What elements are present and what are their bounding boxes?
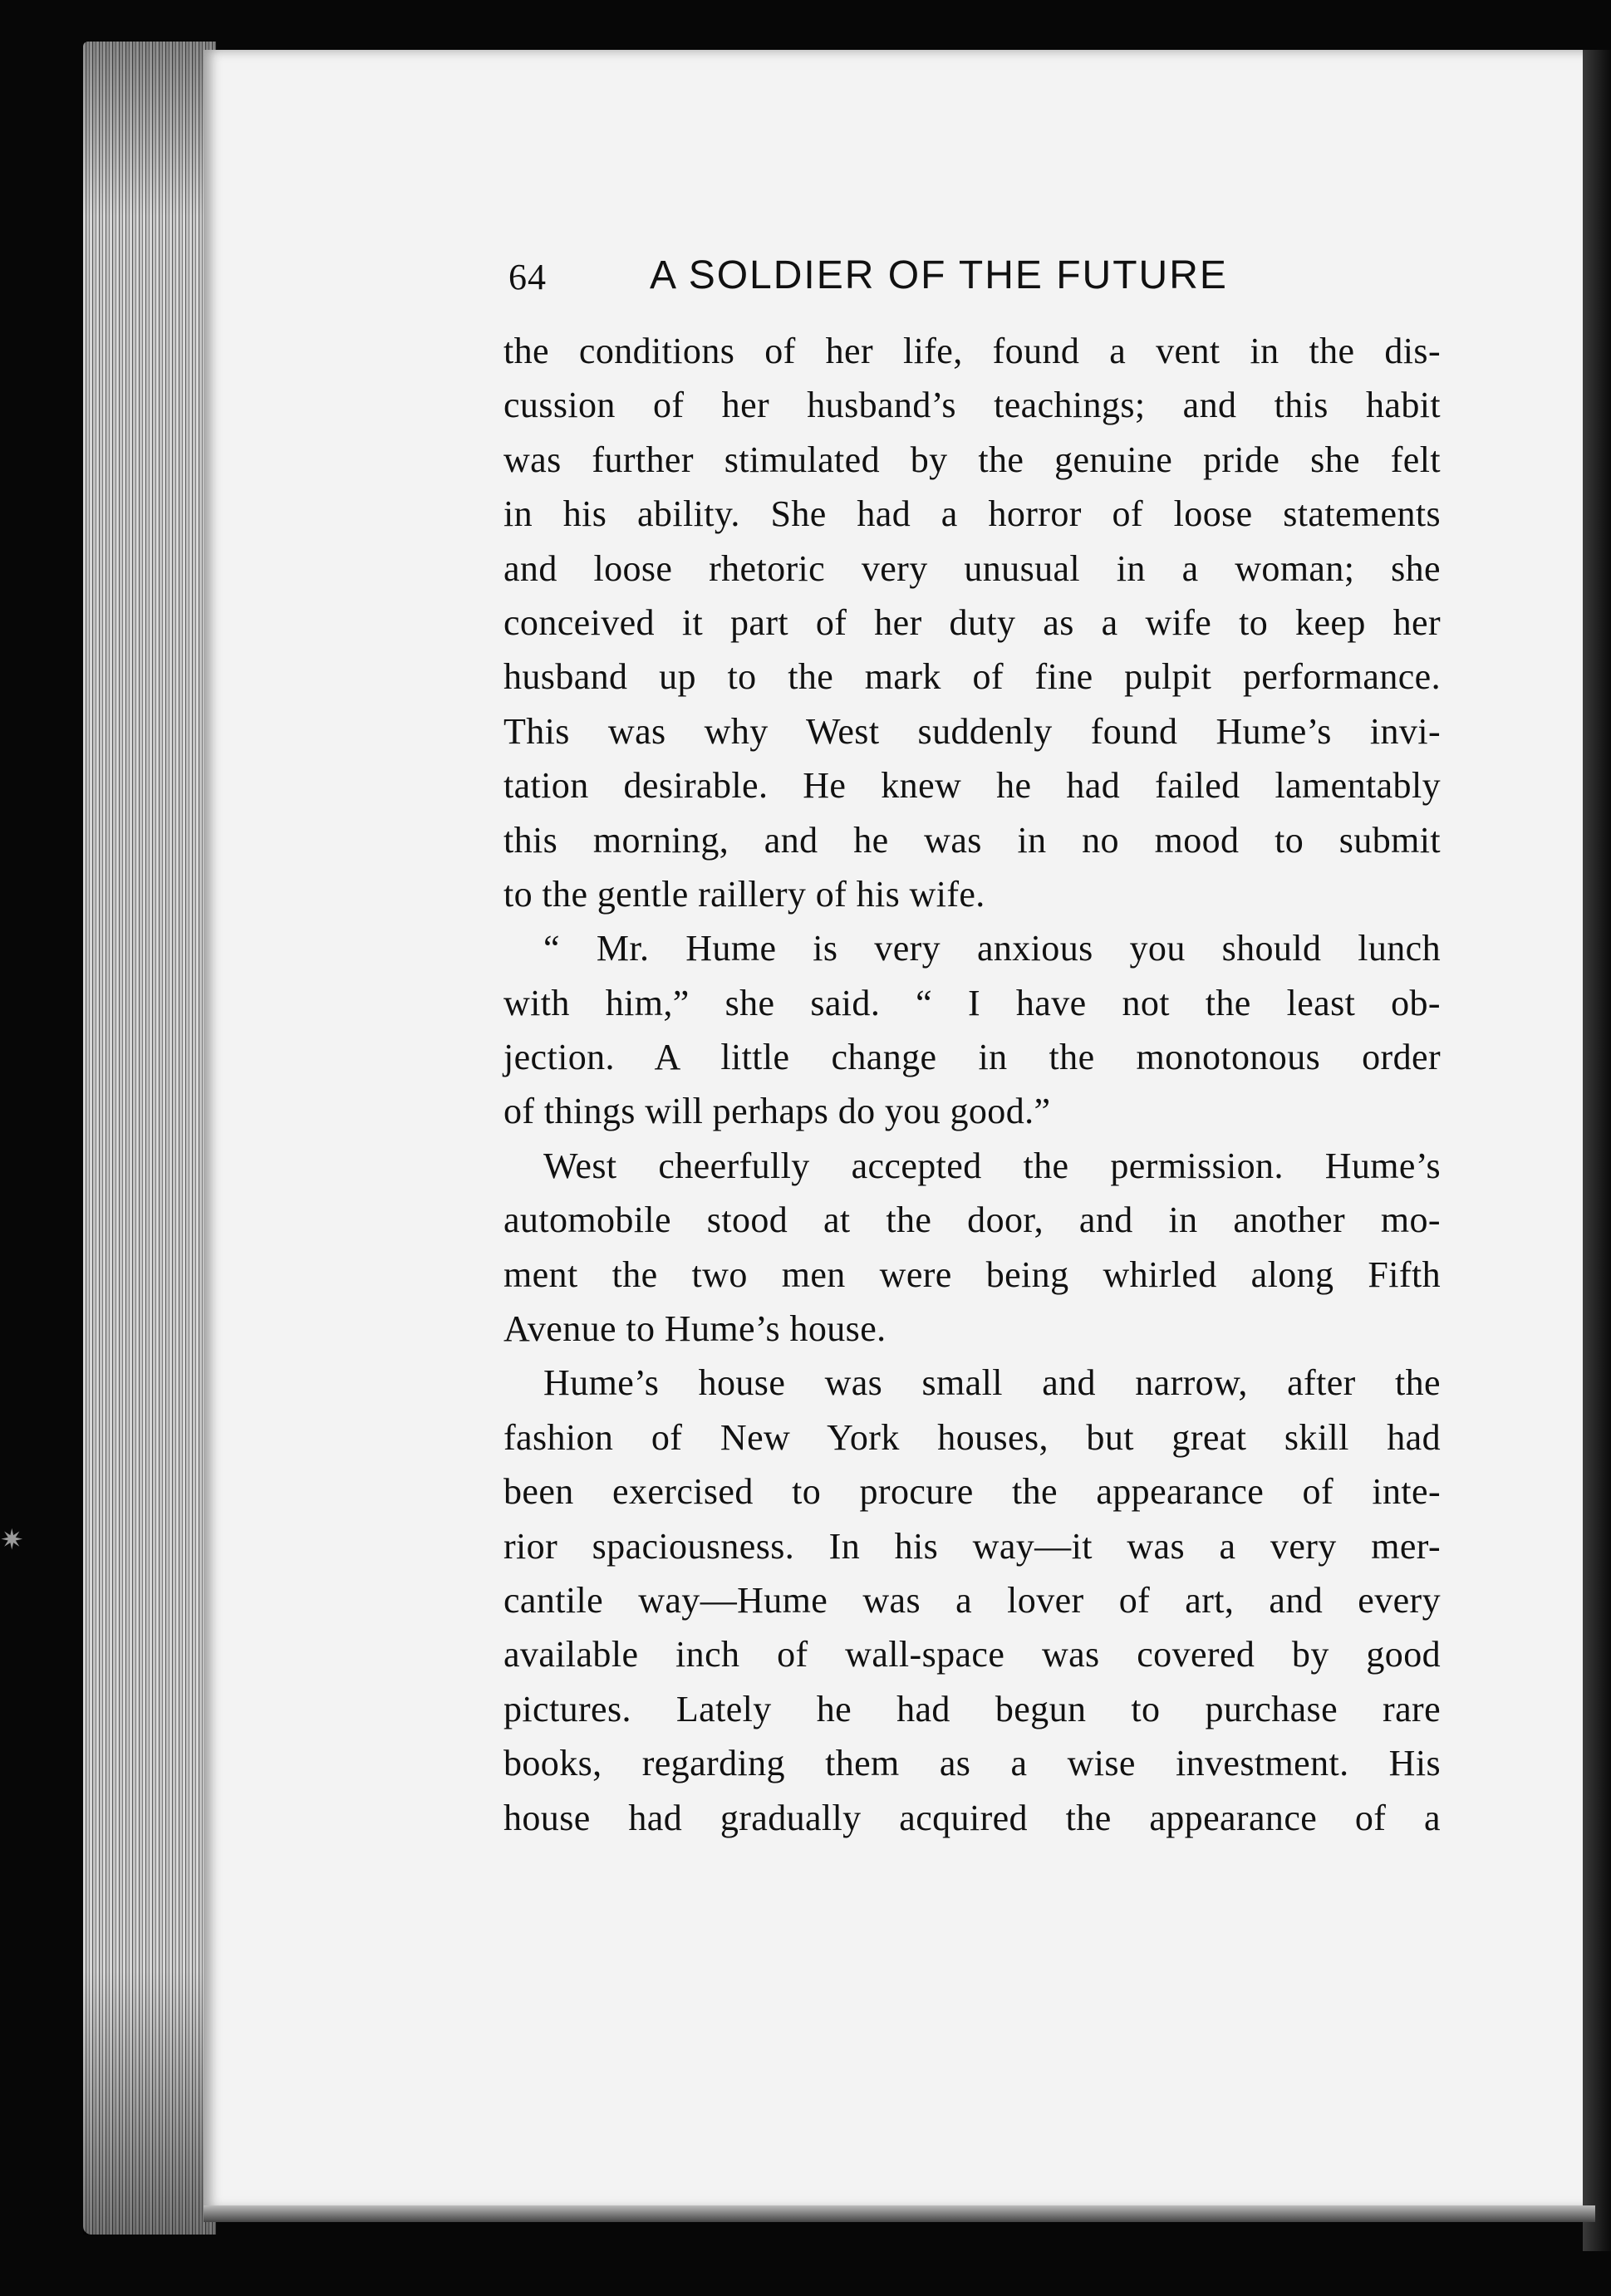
- text-line: ment the two men were being whirled along Fifth: [503, 1253, 1441, 1295]
- text-line: the conditions of her life, found a vent in the dis-: [503, 331, 1441, 371]
- text-line: husband up to the mark of fine pulpit performance.: [503, 656, 1441, 698]
- text-line: rior spaciousness. In his way—it was a very mer-: [503, 1525, 1441, 1567]
- text-line: “ Mr. Hume is very anxious you should lunch: [543, 928, 1441, 969]
- text-line: automobile stood at the door, and in another mo-: [503, 1200, 1441, 1241]
- text-line: to the gentle raillery of his wife.: [503, 873, 985, 915]
- text-line: jection. A little change in the monotonous order: [503, 1037, 1441, 1078]
- book-page-edges: [83, 42, 216, 2235]
- text-line: with him,” she said. “ I have not the least ob-: [503, 982, 1441, 1023]
- text-line: West cheerfully accepted the permission. Hume’s: [543, 1145, 1441, 1186]
- text-line: tation desirable. He knew he had failed lamentably: [503, 765, 1441, 807]
- page-right-edge: [1583, 50, 1611, 2251]
- text-line: books, regarding them as a wise investment. His: [503, 1743, 1441, 1784]
- scan-smudge-mark: ✷: [0, 1525, 24, 1556]
- body-text: [503, 324, 1441, 1845]
- running-title: A SOLDIER OF THE FUTURE: [650, 253, 1228, 297]
- text-line: available inch of wall-space was covered by good: [503, 1634, 1441, 1675]
- text-line: this morning, and he was in no mood to submit: [503, 819, 1441, 861]
- page-bottom-edge: [204, 2205, 1595, 2222]
- text-line: cantile way—Hume was a lover of art, and every: [503, 1579, 1441, 1621]
- text-line: conceived it part of her duty as a wife to keep her: [503, 601, 1441, 643]
- text-line: been exercised to procure the appearance of inte-: [503, 1471, 1441, 1513]
- running-header: [508, 249, 1447, 307]
- text-line: house had gradually acquired the appearance of a: [503, 1797, 1441, 1838]
- text-line: Hume’s house was small and narrow, after the: [543, 1362, 1441, 1404]
- text-line: pictures. Lately he had begun to purchase rare: [503, 1688, 1441, 1729]
- text-line: in his ability. She had a horror of loose statements: [503, 493, 1441, 535]
- text-line: was further stimulated by the genuine pride she felt: [503, 439, 1441, 480]
- text-line: Avenue to Hume’s house.: [503, 1308, 887, 1350]
- text-line: cussion of her husband’s teachings; and this habit: [503, 385, 1441, 426]
- text-line: and loose rhetoric very unusual in a woman; she: [503, 547, 1441, 589]
- text-line: fashion of New York houses, but great skill had: [503, 1416, 1441, 1458]
- text-line: This was why West suddenly found Hume’s invi-: [503, 710, 1441, 752]
- text-line: of things will perhaps do you good.”: [503, 1091, 1051, 1132]
- page-number: 64: [508, 257, 547, 297]
